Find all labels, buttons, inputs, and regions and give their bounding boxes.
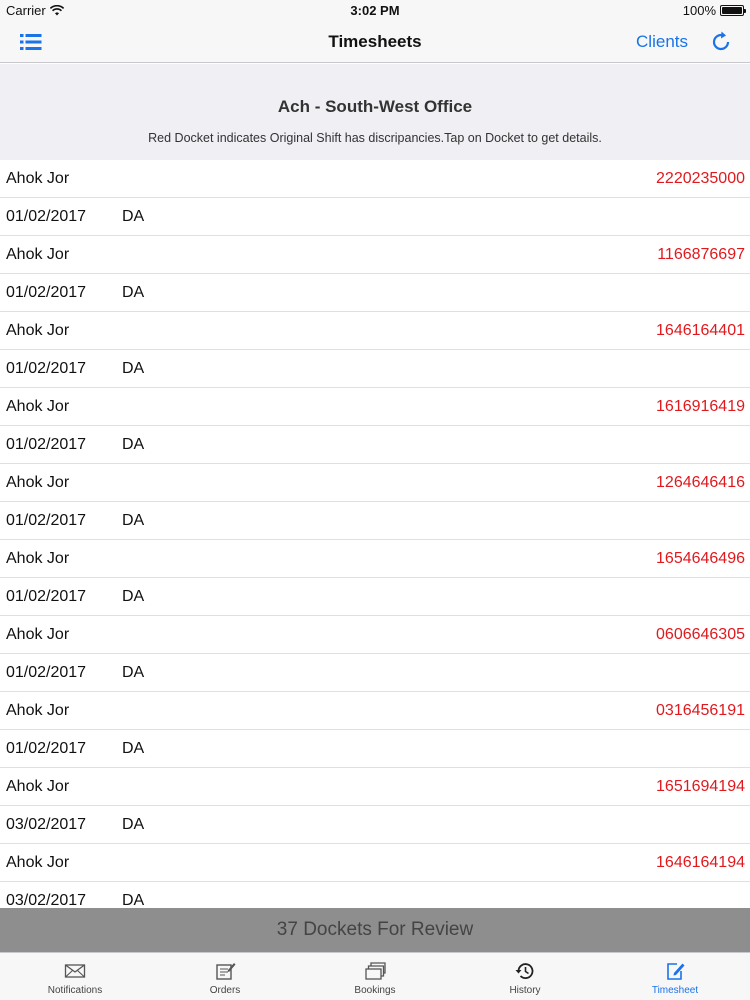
status-bar <box>0 0 750 22</box>
tab-orders[interactable] <box>150 953 300 1000</box>
office-title: Ach - South-West Office <box>277 97 473 116</box>
employee-name: Ahok Jor <box>6 701 70 719</box>
battery-icon <box>720 5 744 16</box>
shift-date: 01/02/2017 <box>6 359 87 377</box>
status-time: 3:02 PM <box>350 3 400 18</box>
shift-code: DA <box>122 359 145 377</box>
docket-number[interactable]: 1264646416 <box>656 473 745 491</box>
page-title: Timesheets <box>328 32 422 51</box>
tab-bar <box>0 952 750 1000</box>
docket-number[interactable]: 0316456191 <box>656 701 745 719</box>
shift-code: DA <box>122 587 145 605</box>
docket-date-row <box>0 654 750 692</box>
list-item[interactable] <box>0 540 750 616</box>
shift-date: 01/02/2017 <box>6 511 87 529</box>
shift-code: DA <box>122 283 145 301</box>
docket-name-row <box>0 768 750 806</box>
docket-name-row <box>0 844 750 882</box>
discrepancy-note: Red Docket indicates Original Shift has discripancies.Tap on Docket to get details. <box>148 131 602 145</box>
employee-name: Ahok Jor <box>6 777 70 795</box>
docket-date-row <box>0 882 750 908</box>
docket-name-row <box>0 388 750 426</box>
shift-code: DA <box>122 815 145 833</box>
employee-name: Ahok Jor <box>6 397 70 415</box>
refresh-button[interactable] <box>709 30 733 54</box>
docket-list <box>0 160 750 908</box>
docket-date-row <box>0 426 750 464</box>
docket-date-row <box>0 502 750 540</box>
tab-label: Orders <box>209 985 241 996</box>
shift-date: 03/02/2017 <box>6 815 87 833</box>
docket-date-row <box>0 730 750 768</box>
employee-name: Ahok Jor <box>6 245 70 263</box>
tab-notifications[interactable] <box>0 953 150 1000</box>
office-header <box>0 64 750 160</box>
shift-code: DA <box>122 739 145 757</box>
tab-history[interactable] <box>450 953 600 1000</box>
docket-date-row <box>0 198 750 236</box>
tab-label: History <box>509 985 541 996</box>
shift-code: DA <box>122 511 145 529</box>
docket-number[interactable]: 1166876697 <box>657 245 745 263</box>
docket-date-row <box>0 350 750 388</box>
tab-bookings[interactable] <box>300 953 450 1000</box>
tab-timesheet[interactable] <box>600 953 750 1000</box>
shift-date: 01/02/2017 <box>6 739 87 757</box>
list-item[interactable] <box>0 236 750 312</box>
docket-number[interactable]: 1646164194 <box>656 853 745 871</box>
docket-number[interactable]: 1646164401 <box>656 321 745 339</box>
tab-label: Notifications <box>47 985 103 996</box>
shift-date: 01/02/2017 <box>6 283 87 301</box>
tab-label: Timesheet <box>651 985 699 996</box>
docket-name-row <box>0 464 750 502</box>
shift-code: DA <box>122 663 145 681</box>
docket-name-row <box>0 236 750 274</box>
status-right <box>683 3 744 18</box>
docket-date-row <box>0 578 750 616</box>
list-item[interactable] <box>0 692 750 768</box>
shift-date: 01/02/2017 <box>6 663 87 681</box>
list-item[interactable] <box>0 312 750 388</box>
carrier-label: Carrier <box>6 3 46 18</box>
list-item[interactable] <box>0 160 750 236</box>
list-item[interactable] <box>0 388 750 464</box>
shift-code: DA <box>122 207 145 225</box>
docket-number[interactable]: 1651694194 <box>656 777 745 795</box>
docket-name-row <box>0 692 750 730</box>
clients-button[interactable]: Clients <box>636 32 688 51</box>
docket-number[interactable]: 0606646305 <box>656 625 745 643</box>
list-item[interactable] <box>0 844 750 908</box>
shift-date: 01/02/2017 <box>6 207 87 225</box>
docket-name-row <box>0 540 750 578</box>
bookings-icon <box>364 961 386 981</box>
tab-label: Bookings <box>354 985 396 996</box>
docket-date-row <box>0 274 750 312</box>
shift-code: DA <box>122 891 145 908</box>
docket-number[interactable]: 1616916419 <box>656 397 745 415</box>
list-item[interactable] <box>0 768 750 844</box>
employee-name: Ahok Jor <box>6 549 70 567</box>
employee-name: Ahok Jor <box>6 321 70 339</box>
docket-number[interactable]: 2220235000 <box>656 169 745 187</box>
docket-name-row <box>0 312 750 350</box>
employee-name: Ahok Jor <box>6 625 70 643</box>
menu-button[interactable] <box>20 32 42 52</box>
shift-date: 01/02/2017 <box>6 435 87 453</box>
dockets-for-review-bar[interactable]: 37 Dockets For Review <box>0 908 750 952</box>
list-icon <box>20 32 42 52</box>
envelope-icon <box>64 961 86 981</box>
employee-name: Ahok Jor <box>6 473 70 491</box>
shift-code: DA <box>122 435 145 453</box>
battery-percent: 100% <box>682 3 716 18</box>
shift-date: 03/02/2017 <box>6 891 87 908</box>
list-item[interactable] <box>0 464 750 540</box>
nav-bar <box>0 22 750 63</box>
timesheet-icon <box>664 961 686 981</box>
employee-name: Ahok Jor <box>6 169 70 187</box>
docket-name-row <box>0 160 750 198</box>
history-icon <box>514 961 536 981</box>
docket-number[interactable]: 1654646496 <box>656 549 745 567</box>
refresh-icon <box>709 30 733 54</box>
employee-name: Ahok Jor <box>6 853 70 871</box>
orders-icon <box>214 961 236 981</box>
docket-name-row <box>0 616 750 654</box>
list-item[interactable] <box>0 616 750 692</box>
docket-date-row <box>0 806 750 844</box>
shift-date: 01/02/2017 <box>6 587 87 605</box>
